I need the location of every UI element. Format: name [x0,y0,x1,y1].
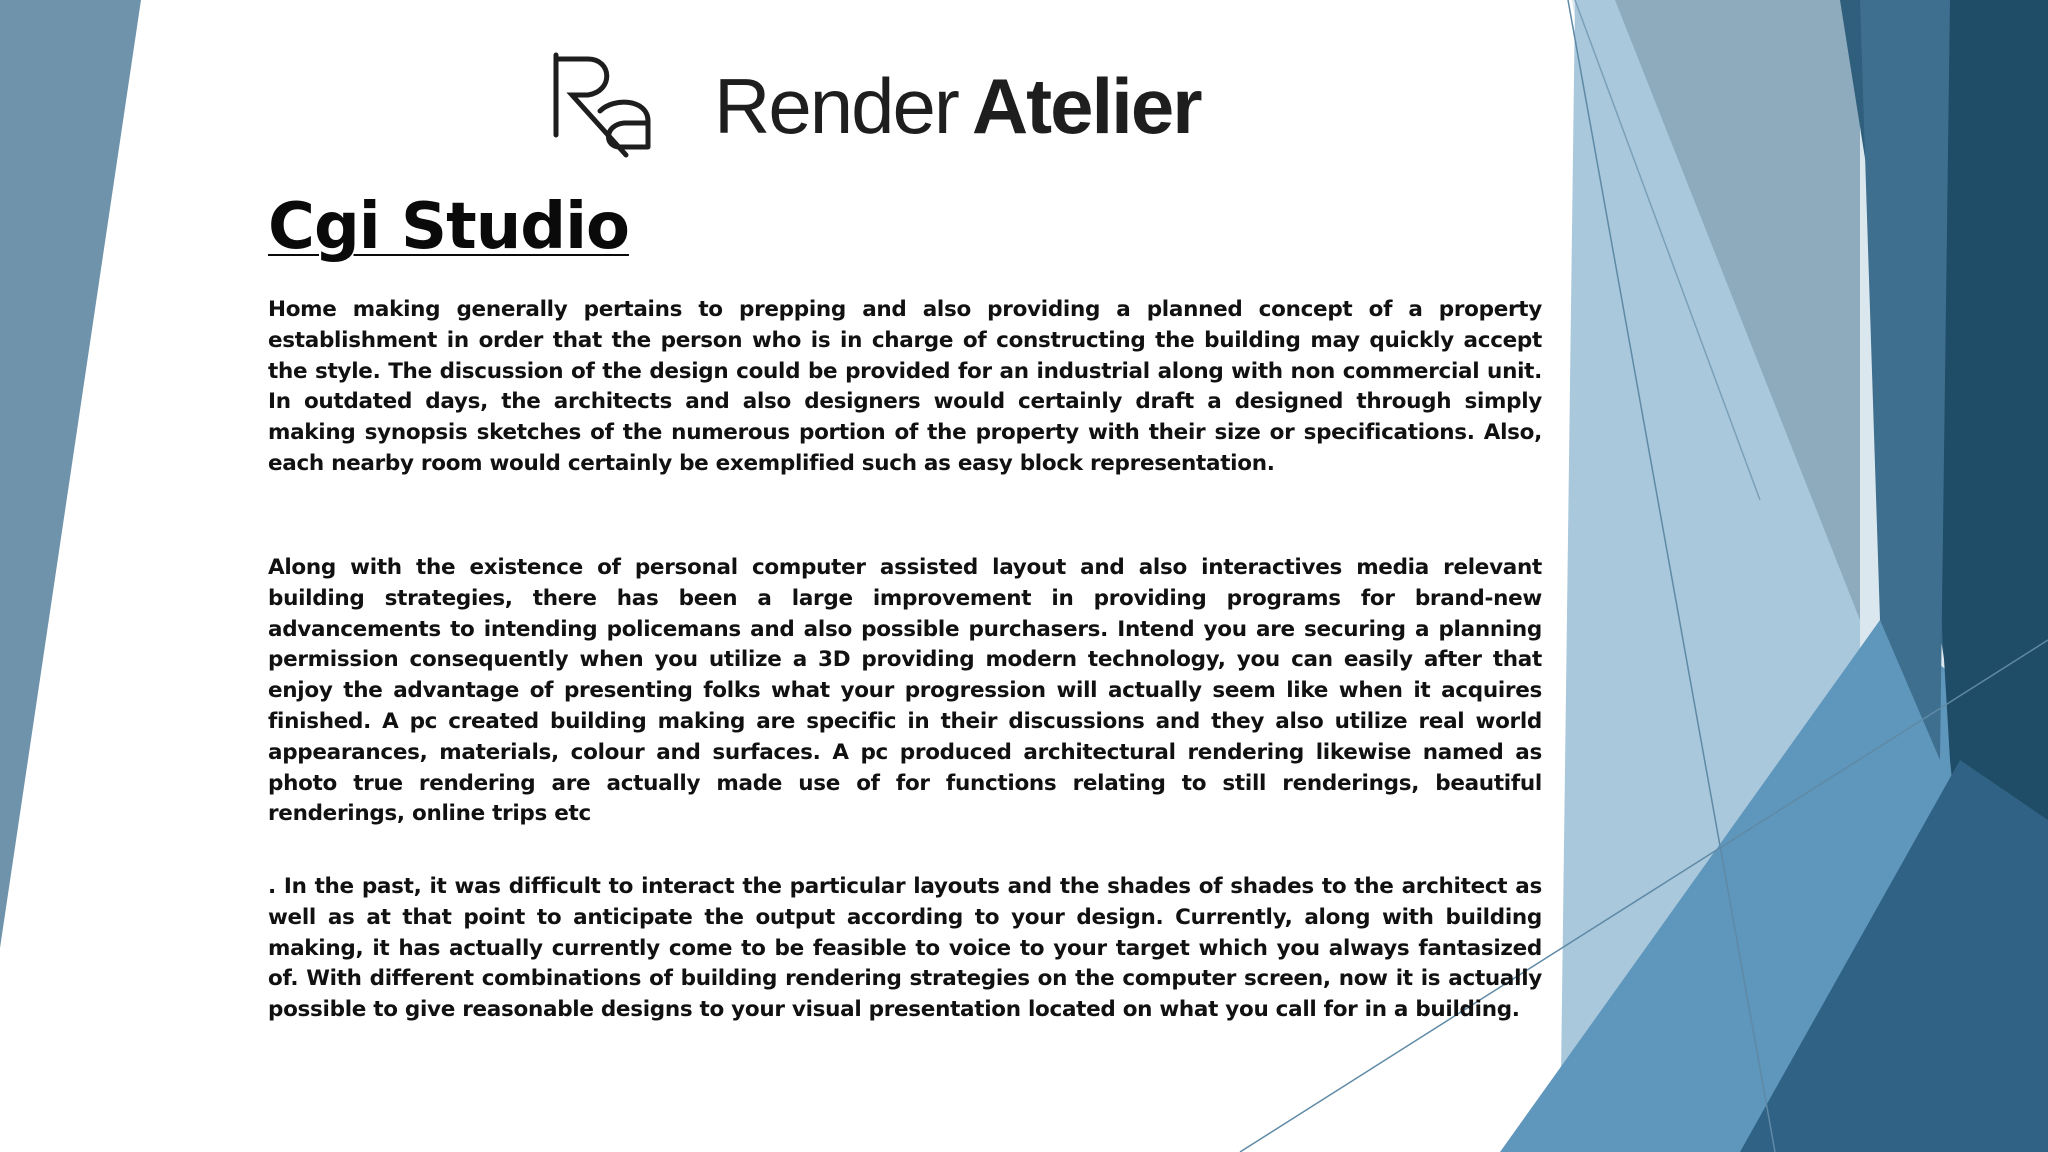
logo-word-render: Render [714,61,958,150]
paragraph-1: Home making generally pertains to prepping and also providing a planned concept of a property establishment in order that the person who is in charge of constructing the building may quickly accept the style. The discussion of the design could be provided for an industrial along with non commercial unit. In outdated days, the architects and also designers would certainly draft a designed through simply making synopsis sketches of the numerous portion of the property with their size or specifications. Also, each nearby room would certainly be exemplified such as easy block representation. [268,297,1542,476]
logo-word-atelier: Atelier [971,61,1201,150]
paragraph-3: . In the past, it was difficult to interact the particular layouts and the shades of shades to the architect as well as at that point to anticipate the output according to your design. Currently, along with building making, it has actually currently come to be feasible to voice to your target which you always fantasized of. With different combinations of building rendering strategies on the computer screen, now it is actually possible to give reasonable designs to your visual presentation located on what you call for in a building. [268,874,1542,1023]
page-title: Cgi Studio [268,190,629,264]
logo-wordmark [714,61,1201,152]
brand-logo [552,46,1201,166]
logo-mark-icon [552,51,664,161]
left-decor-band [0,0,141,948]
paragraph-2: Along with the existence of personal computer assisted layout and also interactives media relevant building strategies, there has been a large improvement in providing programs for brand-new advancements to intending policemans and also possible purchasers. Intend you are securing a planning permission consequently when you utilize a 3D providing modern technology, you can easily after that enjoy the advantage of presenting folks what your progression will actually seem like when it acquires finished. A pc created building making are specific in their discussions and they also utilize real world appearances, materials, colour and surfaces. A pc produced architectural rendering likewise named as photo true rendering are actually made use of for functions relating to still renderings, beautiful renderings, online trips etc [268,555,1542,827]
